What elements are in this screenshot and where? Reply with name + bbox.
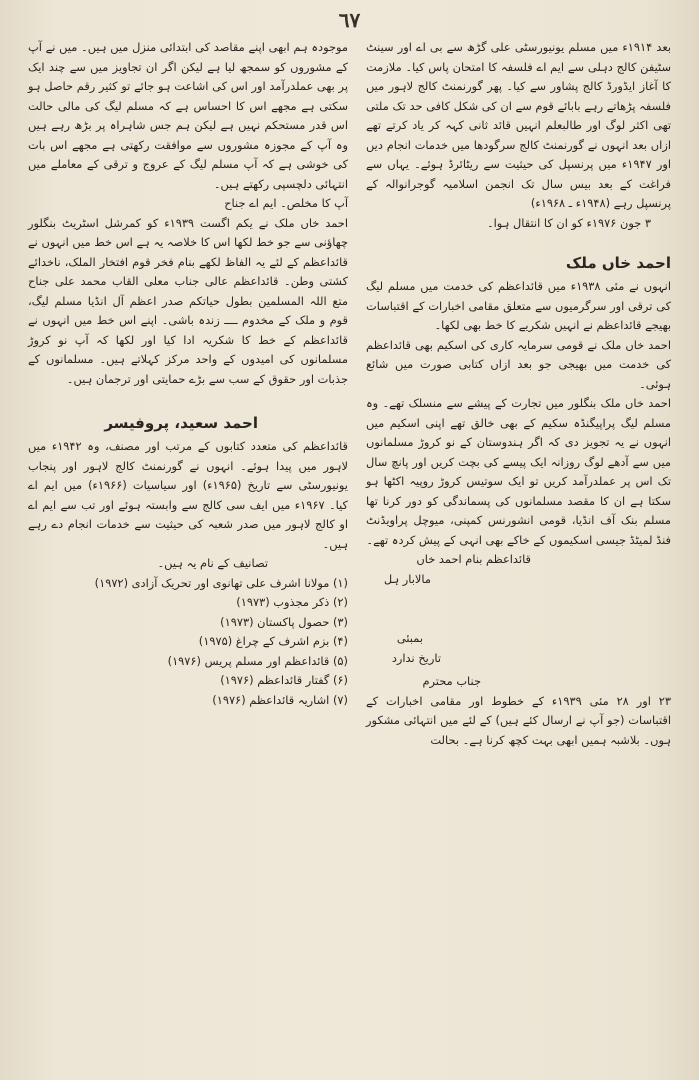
paragraph: احمد خاں ملک بنگلور میں تجارت کے پیشے سے منسلک تھے۔ وہ مسلم لیگ پراپیگنڈہ سکیم کے بھی خالق تھے اپنی اسکیم میں انہوں نے یہ تجویز دی کہ اگر ہندوستان کے نو کروڑ مسلمانوں میں سے آدھے لوگ روزانہ ایک پیسے کی بچت کریں اور پانچ سال تک اس پر عملدرآمد کریں تو ایک سوتیس کروڑ روپیہ اکٹھا ہو سکتا ہے ان کا مقصد مسلمانوں کی پسماندگی کو دور کرنا تھا مسلم بنک آف انڈیا، قومی انشورنس کمپنی، میوچل پراویڈنٹ فنڈ لمیٹڈ جیسی اسکیموں کے خاکے بھی انہی کے پیش کردہ تھے۔ [366,396,671,547]
list-item: (۳) حصول پاکستان (۱۹۷۳) [220,614,348,629]
list-item: (۱) مولانا اشرف علی تھانوی اور تحریک آزادی (۱۹۷۲) [94,575,348,590]
paragraph: احمد خاں ملک نے قومی سرمایہ کاری کی اسکیم بھی قائداعظم کی خدمت میں بھیجی جو بعد ازاں کتابی صورت میں شائع ہوئی۔ [366,337,671,391]
page-number: ٦٧ [338,8,361,32]
letter-header: قائداعظم بنام احمد خاں [416,552,531,566]
paragraph: موجودہ ہم ابھی اپنے مقاصد کی ابتدائی منزل میں ہیں۔ میں نے آپ کے مشوروں کو سمجھ لیا ہے لیکن اگر ان تجاویز میں سے چند ایک پر بھی عملدرآمد اور اس کی اشاعت ہو جائے تو کثیر رقم حاصل ہو سکتی ہے مجھے اس کا احساس ہے کہ مسلم لیگ کی مالی حالت اس قدر مستحکم نہیں ہے لیکن ہم جس شاہراہ پر بڑھ رہے ہیں وہ آپ کے مجوزہ مشوروں سے موافقت رکھتی ہے مجھے اس بات کی خوشی ہے کہ آپ مسلم لیگ کے عروج و ترقی کے معاملے میں انتہائی دلچسپی رکھتے ہیں۔ [28,40,348,191]
books-title: تصانیف کے نام یہ ہیں۔ [157,556,268,570]
books-list [28,574,348,711]
letter-address: مالابار ہل [383,571,431,586]
paragraph: بعد ۱۹۱۴ء میں مسلم یونیورسٹی علی گڑھ سے بی اے اور سینٹ سٹیفن کالج دہلی سے ایم اے فلسفہ کا امتحان پاس کیا۔ ملازمت کا آغاز ایڈورڈ کالج پشاور سے کیا۔ پھر گورنمنٹ کالج لاہور میں فلسفہ پڑھاتے رہے بابائے قوم سے ان کی شکل کافی حد تک ملتی تھی اکثر لوگ اور طالبعلم انہیں قائد ثانی کہہ کر یاد کرتے تھے ازاں بعد انہوں نے گورنمنٹ کالج سرگودھا میں خدمات انجام دیں اور ۱۹۴۷ء میں پرنسپل کی حیثیت سے ریٹائرڈ ہوئے۔ یہاں سے فراغت کے بعد بیس سال تک انجمن اسلامیہ گوجرانوالہ کے پرنسپل رہے (۱۹۴۸ء ـ ۱۹۶۸ء) [366,40,672,210]
list-item: (۴) بزم اشرف کے چراغ (۱۹۷۵) [198,634,348,648]
letter-closing: آپ کا مخلص۔ ایم اے جناح [224,196,348,210]
section-heading-malik: احمد خاں ملک [565,254,671,272]
letter-date: تاریخ ندارد [391,650,441,665]
paragraph: انہوں نے مئی ۱۹۳۸ء میں قائداعظم کی خدمت میں مسلم لیگ کی ترقی اور سرگرمیوں سے متعلق مقامی اخبارات کے اقتباسات بھیجے قائداعظم نے انہیں شکریے کا خط بھی لکھا۔ [366,279,671,332]
letter-salutation: جناب محترم [422,674,481,688]
paragraph: قائداعظم کی متعدد کتابوں کے مرتب اور مصنف، وہ ۱۹۴۲ء میں لاہور میں پیدا ہوئے۔ انہوں نے گورنمنٹ کالج لاہور اور پنجاب یونیورسٹی سے تاریخ (۱۹۶۵ء) اور سیاسیات (۱۹۶۶ء) میں ایم اے کیا۔ ۱۹۶۷ء میں ایف سی کالج سے وابستہ ہوئے اور تب سے ایم اے او کالج لاہور میں صدر شعبہ کی حیثیت سے خدمات انجام دے رہے ہیں۔ [28,439,348,551]
list-item: (۶) گفتار قائداعظم (۱۹۷۶) [220,673,348,687]
letter-address: بمبئی [396,631,423,645]
list-item: (۲) ذکر مجذوب (۱۹۷۳) [236,595,348,609]
list-item: (۷) اشاریہ قائداعظم (۱۹۷۶) [212,692,348,707]
section-heading-saeed: احمد سعید، پروفیسر [104,414,258,432]
paragraph: ۲۳ اور ۲۸ مئی ۱۹۳۹ء کے خطوط اور مقامی اخبارات کے اقتباسات (جو آپ نے ارسال کئے ہیں) کے لئے میں انتہائی مشکور ہوں۔ بلاشبہ ہمیں ابھی بہت کچھ کرنا ہے۔ بحالت [366,693,671,747]
list-item: (۵) قائداعظم اور مسلم پریس (۱۹۷۶) [167,653,348,668]
left-column [28,38,348,710]
paragraph: ۳ جون ۱۹۷۶ء کو ان کا انتقال ہوا۔ [486,215,651,230]
right-column [366,38,671,750]
paragraph: احمد خاں ملک نے یکم اگست ۱۹۳۹ء کو کمرشل اسٹریٹ بنگلور چھاؤنی سے جو خط لکھا اس کا خلاصہ یہ ہے اس خط میں انہوں نے قائداعظم کے لئے یہ الفاظ لکھے بنام فخر قوم افتخار الملک، ناخدائے کشتی وطن۔ قائداعظم عالی جناب معلی القاب محمد علی جناح متع اللہ المسلمین بطول حیاتکم صدر اعظم آل انڈیا مسلم لیگ، قوم و ملک کے مخدوم ــــ زندہ باشی۔ اپنے اس خط میں انہوں نے قائداعظم کے خط کا شکریہ ادا کیا اور لکھا کہ آپ نو کروڑ مسلمانوں کی امیدوں کے واحد مرکز کہلاتے ہیں۔ مسلمانوں کے جذبات اور حقوق کے سب سے بڑے حمایتی اور ترجمان ہیں۔ [28,215,348,386]
